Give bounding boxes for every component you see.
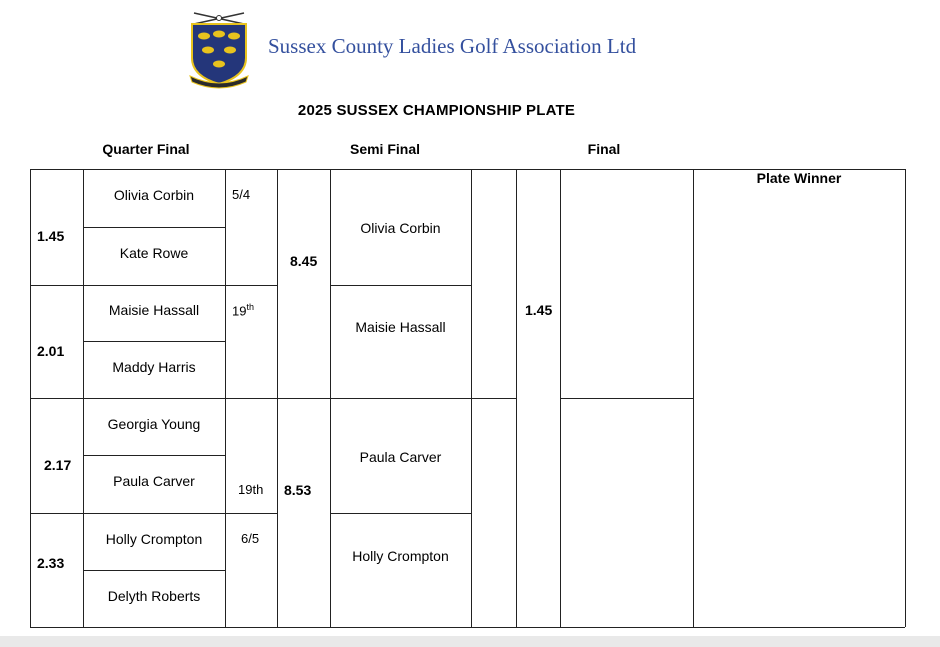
final-heading: Final (587, 141, 621, 157)
qf2-result: 19th (232, 302, 254, 319)
qf2-time: 2.01 (37, 343, 65, 359)
qf1-player-a: Olivia Corbin (113, 187, 195, 203)
qf2-player-a: Maisie Hassall (108, 302, 200, 318)
qf4-time: 2.33 (37, 555, 65, 571)
semi-final-heading: Semi Final (349, 141, 421, 157)
quarter-final-heading: Quarter Final (102, 141, 190, 157)
sf1-player-b: Maisie Hassall (355, 319, 446, 335)
qf1-time: 1.45 (37, 228, 65, 244)
qf3-player-a: Georgia Young (107, 416, 201, 432)
qf4-player-b: Delyth Roberts (107, 588, 201, 604)
sf2-player-b: Holly Crompton (352, 548, 449, 564)
sf1-time: 8.45 (290, 253, 318, 269)
final-time: 1.45 (525, 302, 553, 318)
association-crest-logo (186, 10, 252, 90)
sf1-player-a: Olivia Corbin (360, 220, 441, 236)
qf1-player-b: Kate Rowe (119, 245, 189, 261)
viewer-bottom-edge (0, 636, 940, 647)
qf1-result: 5/4 (232, 187, 251, 202)
qf3-player-b: Paula Carver (113, 473, 195, 489)
qf3-time: 2.17 (44, 457, 72, 473)
sf2-time: 8.53 (284, 482, 312, 498)
qf4-player-a: Holly Crompton (105, 531, 203, 547)
sf2-player-a: Paula Carver (359, 449, 442, 465)
document-title: 2025 SUSSEX CHAMPIONSHIP PLATE (297, 102, 576, 119)
organisation-name: Sussex County Ladies Golf Association Ltd (268, 34, 637, 58)
qf4-result: 6/5 (241, 531, 260, 546)
qf3-result: 19th (238, 482, 264, 497)
qf2-player-b: Maddy Harris (112, 359, 196, 375)
plate-winner-heading: Plate Winner (756, 170, 842, 186)
